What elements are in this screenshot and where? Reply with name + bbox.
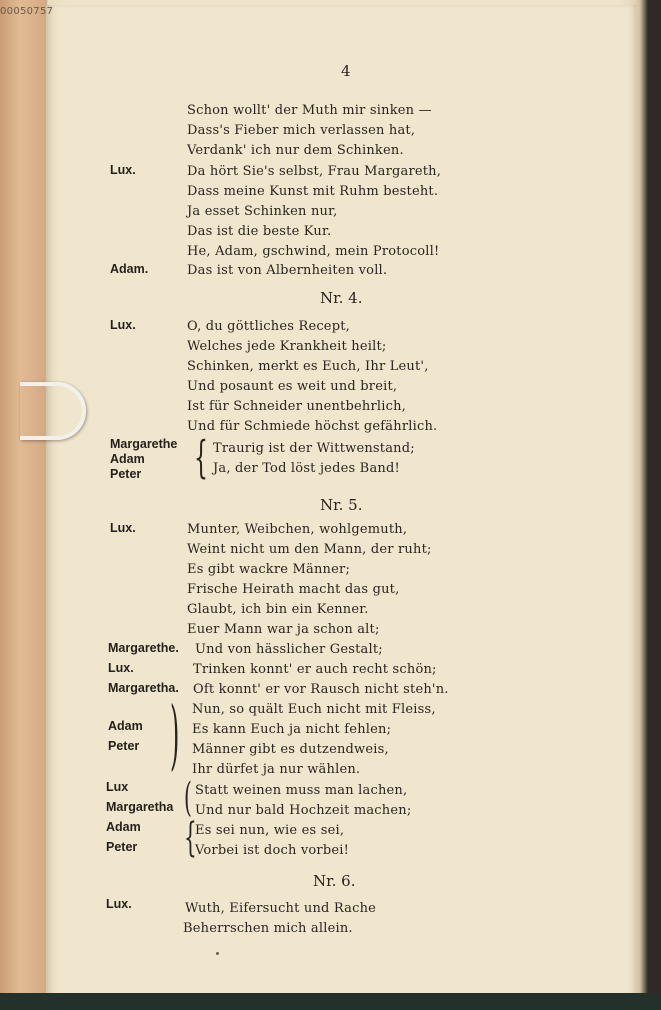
verse-line: Da hört Sie's selbst, Frau Margareth, — [187, 164, 442, 179]
verse-line: Wuth, Eifersucht und Rache — [185, 901, 377, 916]
verse-line: Euer Mann war ja schon alt; — [187, 622, 380, 637]
verse-line: Es gibt wackre Männer; — [187, 562, 351, 577]
verse-line: Es kann Euch ja nicht fehlen; — [192, 722, 392, 737]
speaker-label: Lux. — [108, 661, 134, 675]
section-heading: Nr. 5. — [320, 496, 363, 514]
speaker-label: Lux. — [110, 163, 136, 177]
speaker-label: Margaretha. — [108, 681, 179, 695]
verse-line: Ist für Schneider unentbehrlich, — [187, 399, 406, 414]
speaker-label: Adam — [108, 719, 143, 733]
brace-icon: { — [194, 432, 208, 484]
speaker-label: Lux. — [106, 897, 132, 911]
verse-line: Es sei nun, wie es sei, — [195, 823, 345, 838]
speaker-label: Margarethe. — [108, 641, 179, 655]
speaker-label: Adam — [106, 820, 141, 834]
verse-line: Und von hässlicher Gestalt; — [195, 642, 383, 657]
verse-line: Und posaunt es weit und breit, — [187, 379, 398, 394]
catalog-id: 00050757 — [0, 6, 54, 17]
ink-speck — [216, 952, 219, 955]
book-edge — [0, 0, 46, 1010]
verse-line: O, du göttliches Recept, — [187, 319, 350, 334]
scan-bottom-band — [0, 993, 661, 1010]
page-number: 4 — [341, 62, 351, 80]
speaker-label: Margarethe — [110, 437, 178, 451]
verse-line: Das ist die beste Kur. — [187, 224, 332, 239]
verse-line: Beherrschen mich allein. — [183, 921, 353, 936]
verse-line: Dass's Fieber mich verlassen hat, — [187, 123, 416, 138]
speaker-label: Lux. — [110, 521, 136, 535]
verse-line: Das ist von Albernheiten voll. — [187, 263, 388, 278]
paper-clip-icon — [20, 382, 86, 440]
verse-line: Munter, Weibchen, wohlgemuth, — [187, 522, 408, 537]
verse-line: Dass meine Kunst mit Ruhm besteht. — [187, 184, 439, 199]
verse-line: Nun, so quält Euch nicht mit Fleiss, — [192, 702, 436, 717]
verse-line: Weint nicht um den Mann, der ruht; — [187, 542, 432, 557]
verse-line: Und für Schmiede höchst gefährlich. — [187, 419, 438, 434]
speaker-label: Peter — [110, 467, 142, 481]
speaker-label: Margaretha — [106, 800, 174, 814]
verse-line: Ja esset Schinken nur, — [187, 204, 338, 219]
speaker-label: Lux — [106, 780, 129, 794]
verse-line: Schinken, merkt es Euch, Ihr Leut', — [187, 359, 429, 374]
verse-line: Und nur bald Hochzeit machen; — [195, 803, 412, 818]
section-heading: Nr. 4. — [320, 289, 363, 307]
speaker-label: Lux. — [110, 318, 136, 332]
verse-line: Verdank' ich nur dem Schinken. — [187, 143, 404, 158]
brace-icon: ) — [170, 692, 180, 780]
verse-line: Ihr dürfet ja nur wählen. — [192, 762, 361, 777]
speaker-label: Peter — [108, 739, 140, 753]
verse-line: Welches jede Krankheit heilt; — [187, 339, 387, 354]
verse-line: Vorbei ist doch vorbei! — [195, 843, 350, 858]
verse-line: Ja, der Tod löst jedes Band! — [213, 461, 400, 476]
speaker-label: Peter — [106, 840, 138, 854]
verse-line: Oft konnt' er vor Rausch nicht steh'n. — [193, 682, 449, 697]
brace-icon: { — [184, 815, 197, 861]
verse-line: Männer gibt es dutzendweis, — [192, 742, 389, 757]
speaker-label: Adam. — [110, 262, 149, 276]
verse-line: He, Adam, gschwind, mein Protocoll! — [187, 244, 440, 259]
verse-line: Trinken konnt' er auch recht schön; — [193, 662, 437, 677]
verse-line: Schon wollt' der Muth mir sinken — — [187, 103, 432, 118]
speaker-label: Adam — [110, 452, 145, 466]
section-heading: Nr. 6. — [313, 872, 356, 890]
verse-line: Traurig ist der Wittwenstand; — [213, 441, 415, 456]
verse-line: Glaubt, ich bin ein Kenner. — [187, 602, 369, 617]
brace-icon: ( — [184, 775, 192, 821]
verse-line: Frische Heirath macht das gut, — [187, 582, 400, 597]
verse-line: Statt weinen muss man lachen, — [195, 783, 408, 798]
